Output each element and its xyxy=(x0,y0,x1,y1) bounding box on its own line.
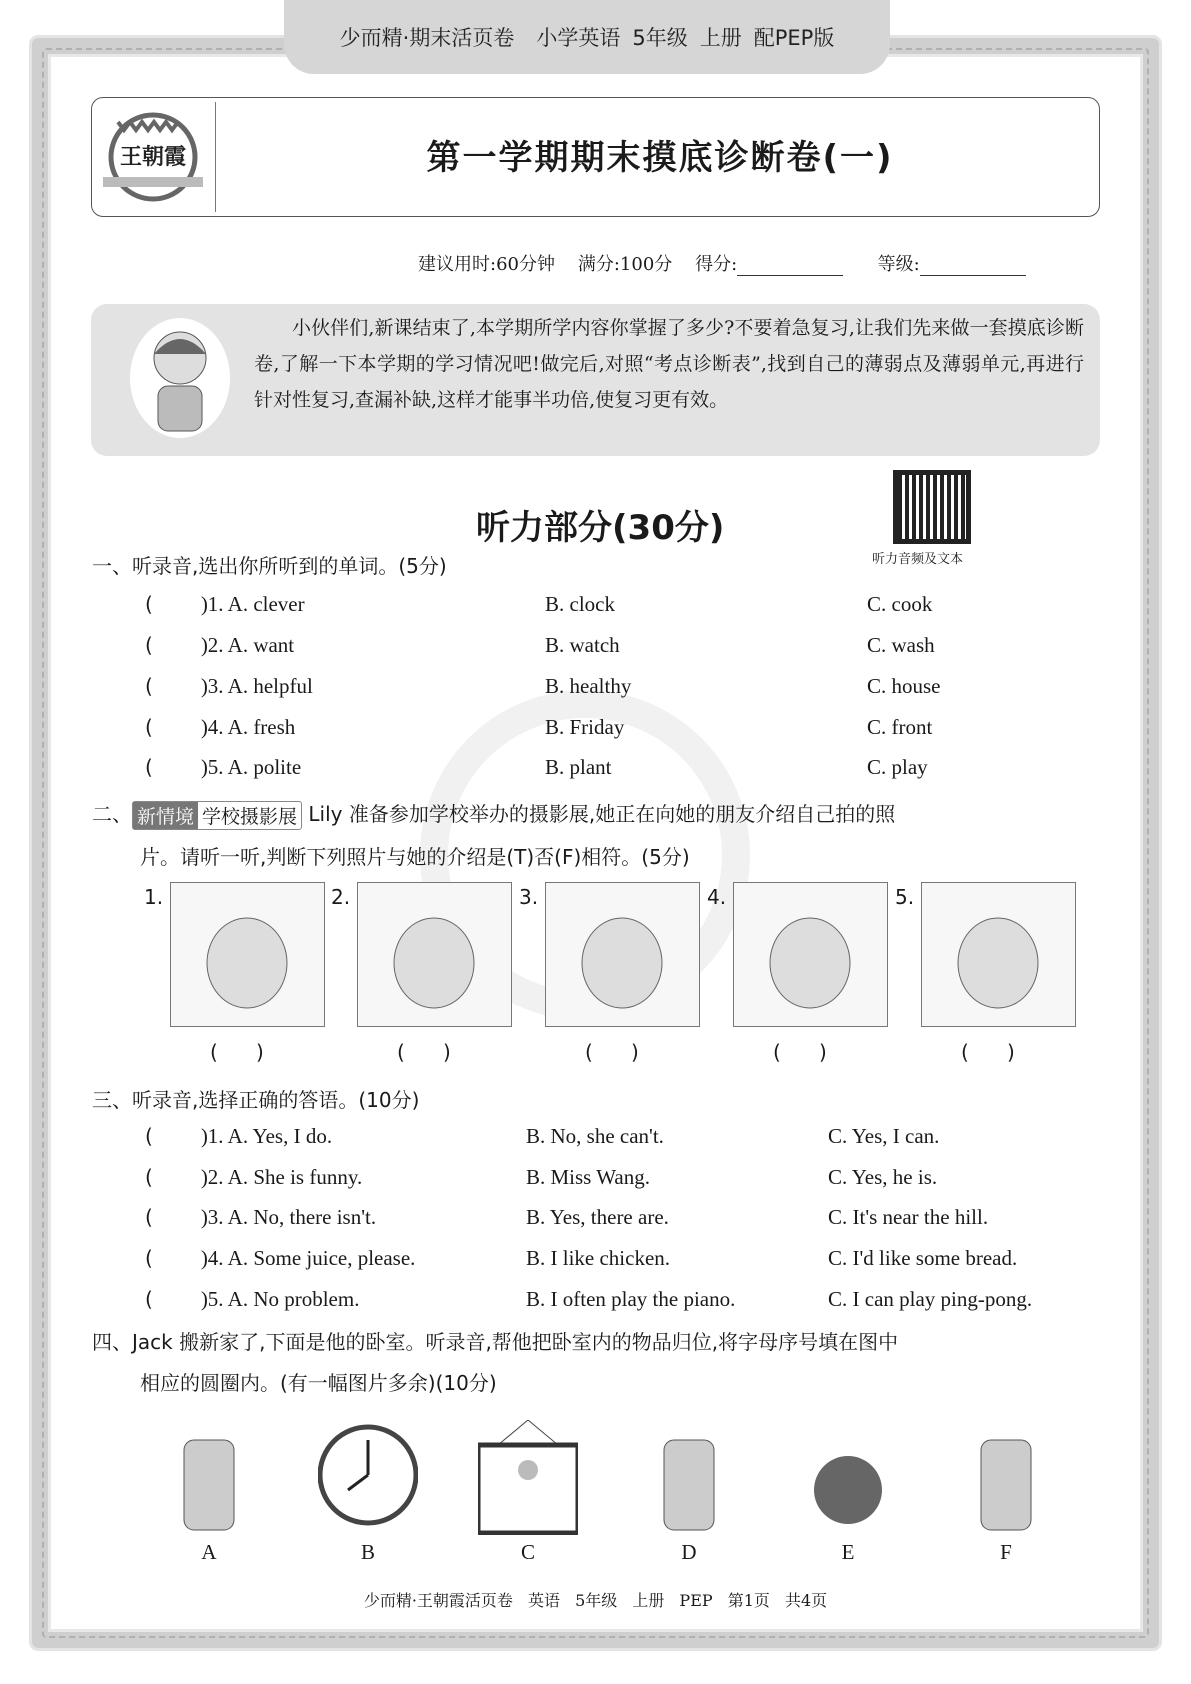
option-c: C. play xyxy=(867,755,928,779)
option-b: B. watch xyxy=(545,633,620,657)
answer-blank[interactable]: ( xyxy=(145,1246,153,1270)
option-a: )2. A. want xyxy=(200,633,295,657)
picture-label: B xyxy=(360,1540,375,1564)
qr-label: 听力音频及文本 xyxy=(872,552,964,567)
q2-text-line2: 片。请听一听,判断下列照片与她的介绍是(T)否(F)相符。(5分) xyxy=(140,845,690,869)
picture-label: D xyxy=(681,1540,697,1564)
option-b: B. Friday xyxy=(545,715,625,739)
question-row xyxy=(145,633,294,658)
answer-blank[interactable]: ( xyxy=(145,592,153,616)
time-limit: 建议用时:60分钟 xyxy=(418,254,555,275)
answer-blank[interactable]: ( xyxy=(145,1165,153,1189)
question-row xyxy=(145,1246,415,1271)
q1-heading: 一、听录音,选出你所听到的单词。(5分) xyxy=(92,554,447,578)
header-banner xyxy=(284,0,890,74)
question-row xyxy=(145,1287,359,1312)
answer-blank[interactable]: ( xyxy=(145,633,153,657)
basketball-image xyxy=(798,1420,898,1535)
option-c: C. wash xyxy=(867,633,935,657)
scenario-tag xyxy=(132,801,302,830)
picture-label: E xyxy=(841,1540,855,1564)
page-title: 第一学期期末摸底诊断卷(一) xyxy=(426,138,894,178)
option-b: B. Miss Wang. xyxy=(526,1165,650,1189)
photo-number: 3. xyxy=(519,885,539,909)
answer-blank[interactable]: ( xyxy=(145,1124,153,1148)
option-c: C. Yes, I can. xyxy=(828,1124,940,1148)
option-a: )3. A. helpful xyxy=(200,674,313,698)
option-b: B. No, she can't. xyxy=(526,1124,664,1148)
exam-info xyxy=(418,250,1026,276)
photo-piano-singers xyxy=(921,882,1076,1027)
option-c: C. It's near the hill. xyxy=(828,1205,989,1229)
question-row xyxy=(145,1205,376,1230)
cat-image xyxy=(639,1420,739,1535)
option-b: B. healthy xyxy=(545,674,632,698)
question-row xyxy=(145,755,301,780)
qr-code[interactable] xyxy=(893,470,971,544)
option-a: )2. A. She is funny. xyxy=(200,1165,363,1189)
photo-number: 2. xyxy=(331,885,351,909)
answer-blank[interactable]: ( xyxy=(145,1205,153,1229)
plant-image xyxy=(159,1420,259,1535)
q2-heading xyxy=(92,798,895,830)
option-a: )1. A. Yes, I do. xyxy=(200,1124,333,1148)
answer-blank[interactable]: ( xyxy=(145,755,153,779)
subject: 小学英语 xyxy=(536,26,621,50)
question-row xyxy=(145,592,305,617)
answer-blank[interactable]: ( xyxy=(145,674,153,698)
q2-text-line1: Lily 准备参加学校举办的摄影展,她正在向她的朋友介绍自己拍的照 xyxy=(308,802,896,826)
answer-blank[interactable]: ( xyxy=(145,1287,153,1311)
photo-city-street xyxy=(733,882,888,1027)
picture-label: A xyxy=(201,1540,217,1564)
tag-topic: 学校摄影展 xyxy=(202,806,298,828)
series-name: 少而精·期末活页卷 xyxy=(339,26,515,50)
kungfu-picture-image xyxy=(478,1420,578,1535)
q4-line2: 相应的圆圈内。(有一幅图片多余)(10分) xyxy=(140,1371,497,1395)
photo-noodle-bowl xyxy=(545,882,700,1027)
picture-label: C xyxy=(520,1540,535,1564)
grade: 5年级 xyxy=(632,26,688,50)
photo-number: 5. xyxy=(895,885,915,909)
q3-heading: 三、听录音,选择正确的答语。(10分) xyxy=(92,1088,420,1112)
option-a: )4. A. Some juice, please. xyxy=(200,1246,416,1270)
photo-dancing-girl xyxy=(170,882,325,1027)
grade-label: 等级: xyxy=(877,254,920,275)
grade-field[interactable] xyxy=(920,258,1026,276)
photo-chair-with-cat xyxy=(357,882,512,1027)
footer: 少而精·王朝霞活页卷 英语 5年级 上册 PEP 第1页 共4页 xyxy=(363,1591,828,1610)
option-a: )5. A. No problem. xyxy=(200,1287,360,1311)
term: 上册 xyxy=(699,26,742,50)
tf-blank[interactable]: ( ) xyxy=(210,1040,264,1064)
svg-text:王朝霞: 王朝霞 xyxy=(119,144,187,170)
option-c: C. I'd like some bread. xyxy=(828,1246,1018,1270)
intro-text: 小伙伴们,新课结束了,本学期所学内容你掌握了多少?不要着急复习,让我们先来做一套摸底诊断卷,了解一下本学期的学习情况吧!做完后,对照“考点诊断表”,找到自己的薄弱点及薄弱单元,再进行针对性复习,查漏补缺,这样才能事半功倍,使复习更有效。 xyxy=(254,317,1084,411)
option-a: )1. A. clever xyxy=(200,592,305,616)
option-b: B. I like chicken. xyxy=(526,1246,671,1270)
question-row xyxy=(145,1165,362,1190)
picture-label: F xyxy=(1000,1540,1012,1564)
boy-illustration xyxy=(130,318,230,438)
tag-new-scenario: 新情境 xyxy=(133,802,198,829)
option-b: B. Yes, there are. xyxy=(526,1205,669,1229)
option-b: B. clock xyxy=(545,592,615,616)
photo-number: 4. xyxy=(707,885,727,909)
brand-logo xyxy=(98,102,216,212)
tf-blank[interactable]: ( ) xyxy=(773,1040,827,1064)
answer-blank[interactable]: ( xyxy=(145,715,153,739)
option-c: C. I can play ping-pong. xyxy=(828,1287,1033,1311)
photo-number: 1. xyxy=(144,885,164,909)
option-a: )4. A. fresh xyxy=(200,715,296,739)
clock-image xyxy=(318,1420,418,1535)
q4-line1: 四、Jack 搬新家了,下面是他的卧室。听录音,帮他把卧室内的物品归位,将字母序号填在图中 xyxy=(92,1330,899,1354)
question-row xyxy=(145,1124,332,1149)
option-b: B. I often play the piano. xyxy=(526,1287,736,1311)
option-c: C. front xyxy=(867,715,933,739)
tf-blank[interactable]: ( ) xyxy=(585,1040,639,1064)
option-b: B. plant xyxy=(545,755,612,779)
question-row xyxy=(145,674,313,699)
option-a: )3. A. No, there isn't. xyxy=(200,1205,377,1229)
question-row xyxy=(145,715,295,740)
score-label: 得分: xyxy=(695,254,738,275)
option-a: )5. A. polite xyxy=(200,755,302,779)
option-c: C. house xyxy=(867,674,941,698)
option-c: C. Yes, he is. xyxy=(828,1165,938,1189)
chair-image xyxy=(956,1420,1056,1535)
edition: 配PEP版 xyxy=(753,26,835,50)
option-c: C. cook xyxy=(867,592,933,616)
tf-blank[interactable]: ( ) xyxy=(397,1040,451,1064)
q2-number: 二、 xyxy=(92,802,132,826)
tf-blank[interactable]: ( ) xyxy=(961,1040,1015,1064)
section-title: 听力部分(30分) xyxy=(476,508,725,548)
score-field[interactable] xyxy=(737,258,843,276)
full-score: 满分:100分 xyxy=(577,254,673,275)
